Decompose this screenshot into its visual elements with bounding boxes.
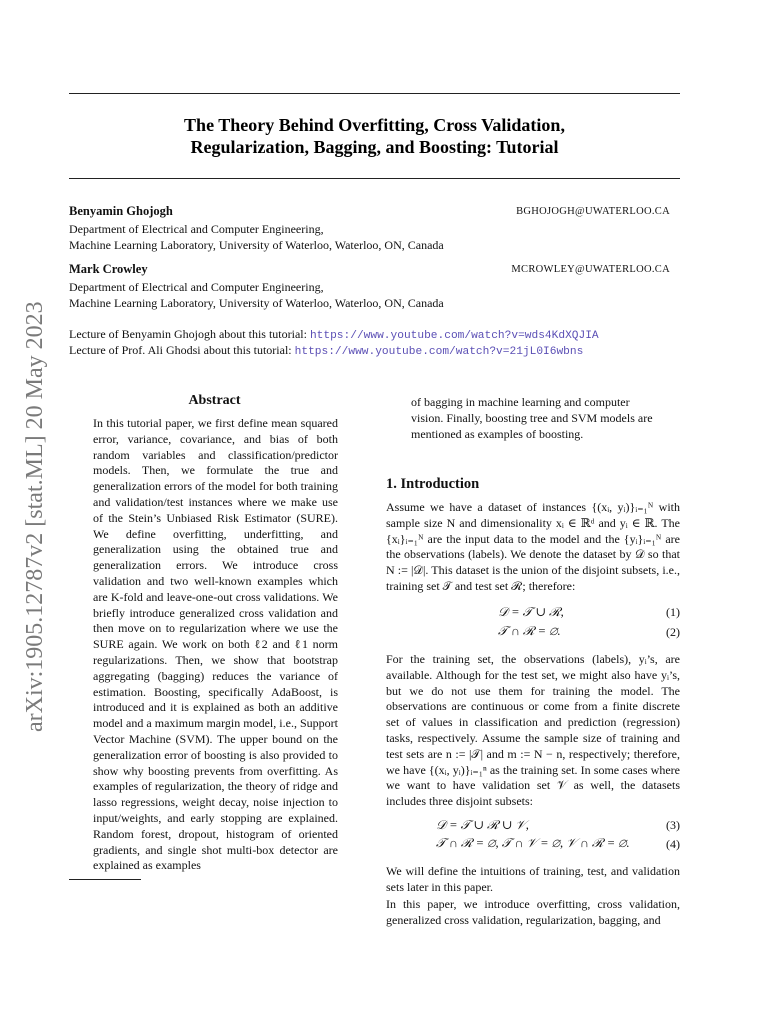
equation-number: (1) — [666, 605, 680, 619]
affiliation-line: Machine Learning Laboratory, University of Waterloo, Waterloo, ON, Canada — [69, 296, 444, 310]
intro-paragraph: We will define the intuitions of training, test, and validation sets later in this paper. — [386, 864, 680, 894]
equation: 𝒯 ∩ ℛ = ∅. — [498, 624, 561, 638]
title-bottom-rule — [69, 178, 680, 179]
lecture-line — [69, 343, 583, 358]
section-heading: 1. Introduction — [386, 476, 480, 492]
lecture-link[interactable]: https://www.youtube.com/watch?v=wds4KdXQJIA — [309, 330, 599, 342]
equation-number: (2) — [666, 625, 680, 639]
abstract-continued: of bagging in machine learning and computer vision. Finally, boosting tree and SVM models are mentioned as examples of boosting. — [411, 395, 653, 441]
footnote-rule — [69, 879, 141, 880]
lecture-link[interactable]: https://www.youtube.com/watch?v=21jL0I6wbns — [294, 346, 584, 358]
title-line-1: The Theory Behind Overfitting, Cross Validation, — [184, 115, 565, 135]
affiliation-line: Department of Electrical and Computer Engineering, — [69, 222, 324, 236]
equation-number: (3) — [666, 818, 680, 832]
intro-paragraph: Assume we have a dataset of instances {(xᵢ, yᵢ)}ᵢ₌₁ᴺ with sample size N and dimensionality xᵢ ∈ ℝᵈ and yᵢ ∈ ℝ. The {xᵢ}ᵢ₌₁ᴺ are the input data to the model and the {yᵢ}ᵢ₌₁ᴺ are the observations (labels). We denote the dataset by 𝒟 so that N := |𝒟|. This dataset is the union of the disjoint subsets, i.e., training set 𝒯 and test set ℛ; therefore: — [386, 500, 680, 593]
equation: 𝒟 = 𝒯 ∪ ℛ, — [498, 605, 564, 619]
affiliation-line: Department of Electrical and Computer Engineering, — [69, 280, 324, 294]
arxiv-stamp: arXiv:1905.12787v2 [stat.ML] 20 May 2023 — [22, 301, 48, 732]
equation: 𝒯 ∩ ℛ = ∅, 𝒯 ∩ 𝒱 = ∅, 𝒱 ∩ ℛ = ∅. — [436, 836, 630, 850]
top-rule — [69, 93, 680, 94]
affiliation-line: Machine Learning Laboratory, University of Waterloo, Waterloo, ON, Canada — [69, 238, 444, 252]
author-affiliation — [69, 279, 444, 311]
lecture-label: Lecture of Prof. Ali Ghodsi about this tutorial: — [69, 343, 295, 357]
author-name: Benyamin Ghojogh — [69, 204, 173, 218]
author-email[interactable]: BGHOJOGH@UWATERLOO.CA — [516, 206, 670, 217]
equation: 𝒟 = 𝒯 ∪ ℛ ∪ 𝒱, — [436, 818, 529, 832]
intro-paragraph: For the training set, the observations (labels), yᵢ’s, are available. Although for the test set, we might also have yᵢ’s, but we do not use them for training the model. The observations are continuous or come from a finite discrete set of values in classification and prediction (regression) tasks, respectively. Assume the sample size of training and test sets are n := |𝒯| and m := N − n, respectively; therefore, we have {(xᵢ, yᵢ)}ᵢ₌₁ⁿ as the training set. In some cases where we want to have validation set 𝒱 as well, the datasets includes three disjoint subsets: — [386, 652, 680, 809]
paper-title — [69, 114, 680, 158]
author-affiliation — [69, 221, 444, 253]
author-name: Mark Crowley — [69, 262, 148, 276]
lecture-label: Lecture of Benyamin Ghojogh about this tutorial: — [69, 327, 310, 341]
abstract-body: In this tutorial paper, we first define mean squared error, variance, covariance, and bias of both random variables and classification/predictor models. Then, we formulate the true and generalization errors of the model for both training and validation/test instances where we make use of the Stein’s Unbiased Risk Estimator (SURE). We define overfitting, underfitting, and generalization using the obtained true and generalization errors. We introduce cross validation and two well-known examples which are K-fold and leave-one-out cross validations. We briefly introduce generalized cross validation and then move on to regularization where we use the SURE again. We work on both ℓ2 and ℓ1 norm regularizations. Then, we show that bootstrap aggregating (bagging) reduces the variance of estimation. Boosting, specifically AdaBoost, is introduced and it is explained as both an additive model and a maximum margin model, i.e., Support Vector Machine (SVM). The upper bound on the generalization error of boosting is also provided to show why boosting prevents from overfitting. As examples of regularization, the theory of ridge and lasso regressions, weight decay, noise injection to input/weights, and early stopping are explained. Random forest, dropout, histogram of oriented gradients, and single shot multi-box detector are explained as examples — [93, 416, 338, 873]
lecture-line — [69, 327, 599, 342]
author-email[interactable]: MCROWLEY@UWATERLOO.CA — [511, 264, 670, 275]
abstract-heading: Abstract — [188, 393, 241, 408]
title-line-2: Regularization, Bagging, and Boosting: Tutorial — [190, 137, 559, 157]
equation-number: (4) — [666, 837, 680, 851]
intro-paragraph: In this paper, we introduce overfitting, cross validation, generalized cross validation, regularization, bagging, and — [386, 897, 680, 927]
